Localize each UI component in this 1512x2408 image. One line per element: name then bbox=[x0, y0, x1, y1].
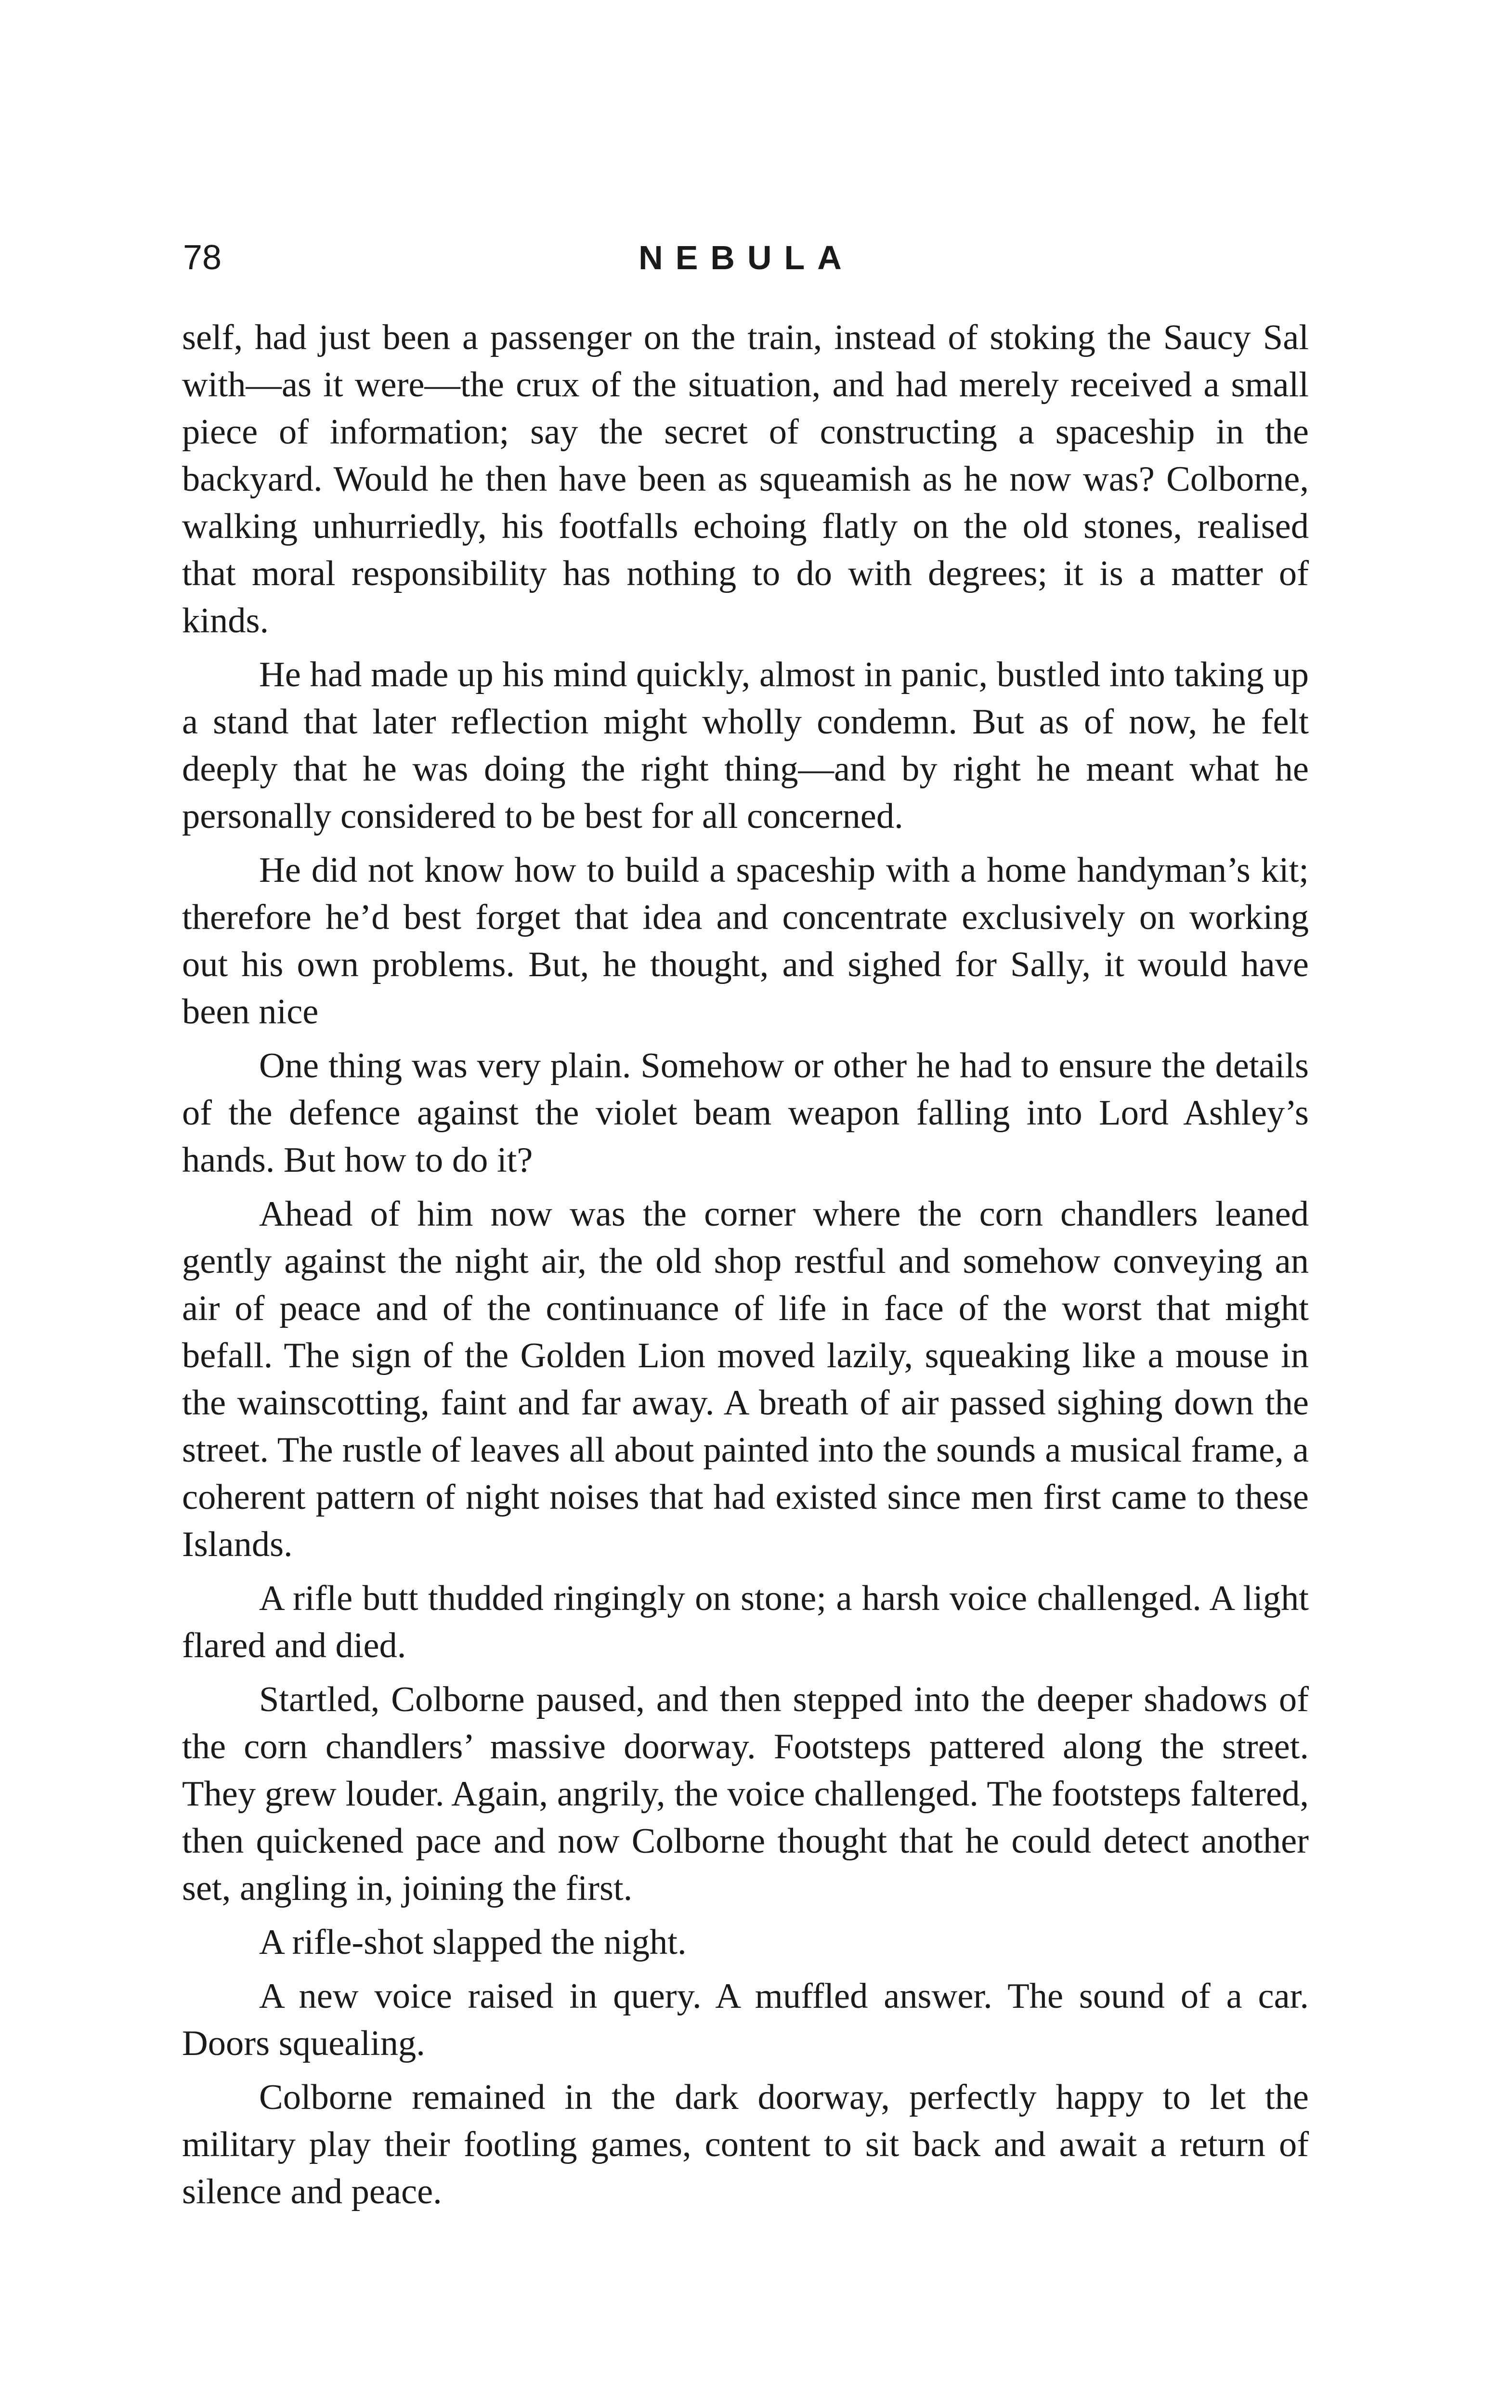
paragraph: He did not know how to build a spaceship with a home handyman’s kit; therefore he’d best forget that idea and concentrate exclusively on working out his own problems. But, he thought, and sighed for Sally, it would have been nice bbox=[182, 851, 1309, 1032]
paragraph: He had made up his mind quickly, almost in panic, bustled into taking up a stand that later reflection might wholly condemn. But as of now, he felt deeply that he was doing the right thing—and by right he meant what he personally considered to be best for all concerned. bbox=[182, 655, 1309, 836]
page-number: 78 bbox=[183, 238, 222, 277]
running-title: NEBULA bbox=[639, 239, 854, 276]
paragraph: One thing was very plain. Somehow or other he had to ensure the details of the defence against the violet beam weapon falling into Lord Ashley’s hands. But how to do it? bbox=[182, 1046, 1309, 1180]
page-header bbox=[183, 231, 1310, 284]
body-text bbox=[182, 314, 1309, 2222]
paragraph: self, had just been a passenger on the train, instead of stoking the Saucy Sal with—as it were—the crux of the situation, and had merely received a small piece of information; say the secret of constructing a spaceship in the backyard. Would he then have been as squeamish as he now was? Colborne, walking unhurriedly, his footfalls echoing flatly on the old stones, realised that moral responsibility has nothing to do with degrees; it is a matter of kinds. bbox=[182, 318, 1309, 641]
paragraph: Startled, Colborne paused, and then stepped into the deeper shadows of the corn chandlers’ massive doorway. Footsteps pattered along the street. They grew louder. Again, angrily, the voice challenged. The footsteps faltered, then quickened pace and now Colborne thought that he could detect another set, angling in, joining the first. bbox=[182, 1680, 1309, 1908]
paragraph: A rifle butt thudded ringingly on stone; a harsh voice challenged. A light flared and died. bbox=[182, 1579, 1309, 1665]
paragraph: Ahead of him now was the corner where the corn chandlers leaned gently against the night air, the old shop restful and somehow conveying an air of peace and of the continuance of life in face of the worst that might befall. The sign of the Golden Lion moved lazily, squeaking like a mouse in the wainscotting, faint and far away. A breath of air passed sighing down the street. The rustle of leaves all about painted into the sounds a musical frame, a coherent pattern of night noises that had existed since men first came to these Islands. bbox=[182, 1194, 1309, 1564]
paragraph: A new voice raised in query. A muffled answer. The sound of a car. Doors squealing. bbox=[182, 1976, 1309, 2063]
paragraph: Colborne remained in the dark doorway, perfectly happy to let the military play their footling games, content to sit back and await a return of silence and peace. bbox=[182, 2078, 1309, 2212]
paragraph: A rifle-shot slapped the night. bbox=[259, 1923, 687, 1962]
